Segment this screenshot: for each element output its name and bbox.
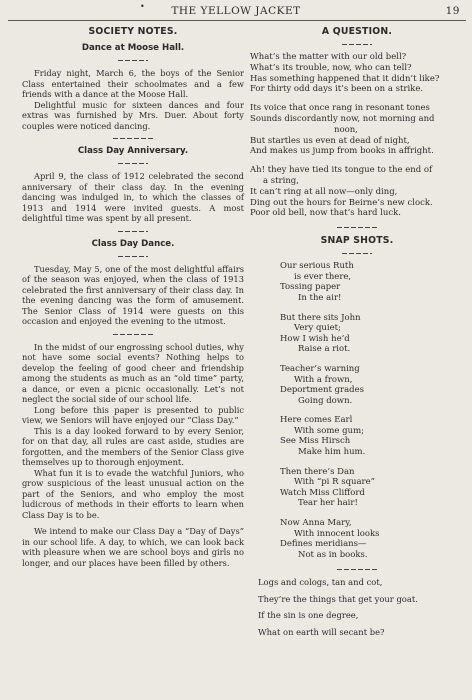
snap-line: Our serious Ruth <box>280 261 354 272</box>
poem-stanza <box>250 52 464 95</box>
divider <box>113 138 153 139</box>
essay-paragraph-2: Long before this paper is presented to public view, we Seniors will have enjoyed our “Class Day.” <box>22 404 244 425</box>
publication-title: THE YELLOW JACKET <box>171 5 301 17</box>
snap-line: Not as in books. <box>298 549 368 560</box>
snap-line: Going down. <box>298 395 353 406</box>
snap-line: With some gum; <box>294 425 365 436</box>
snap-line: Now Anna Mary, <box>280 518 352 529</box>
divider <box>118 163 148 164</box>
essay-paragraph-5: We intend to make our Class Day a “Day of Days” in our school life. A day, to which, we can look back with pleasure when we are school boys and girls no longer, and our places have been filled by others. <box>22 526 244 568</box>
divider <box>337 227 377 228</box>
divider <box>342 253 372 254</box>
poem-line: And makes us jump from books in affright. <box>250 146 434 157</box>
divider <box>337 569 377 570</box>
right-column <box>250 23 464 643</box>
snap-line: See Miss Hirsch <box>280 436 351 447</box>
divider <box>118 60 148 61</box>
poem-line: Its voice that once rang in resonant tones <box>250 103 430 114</box>
snap-line: Deportment grades <box>280 385 364 396</box>
snap-line: How I wish he’d <box>280 333 350 344</box>
snap-stanza <box>280 415 464 457</box>
closing-line: They’re the things that get your goat. <box>258 593 418 604</box>
page-number: 19 <box>445 5 460 17</box>
anniversary-paragraph: April 9, the class of 1912 celebrated the second anniversary of their class day. In the evening dancing was indulged in, to which the classes of 1913 and 1914 were invited guests. A most delightful time was spent by all present. <box>22 171 244 223</box>
snap-line: Teacher’s warning <box>280 363 360 374</box>
snap-line: But there sits John <box>280 312 361 323</box>
snap-line: Tear her hair! <box>298 498 358 509</box>
poem-line: a string, <box>263 175 299 186</box>
closing-line: Logs and cologs, tan and cot, <box>258 577 383 588</box>
snap-stanza <box>280 261 464 303</box>
question-heading: A QUESTION. <box>321 26 393 37</box>
left-column <box>22 23 244 568</box>
class-day-anniversary-heading: Class Day Anniversary. <box>77 146 189 156</box>
poem-line: Ah! they have tied its tongue to the end of <box>250 165 433 176</box>
poem-line: Has something happened that it didn’t like? <box>250 73 440 84</box>
dance-paragraph: Tuesday, May 5, one of the most delightful affairs of the season was enjoyed, when the class of 1913 celebrated the first anniversary of their class day. In the evening dancing was the form of amusement. The Senior Class of 1914 were guests on this occasion and enjoyed the evening to the utmost. <box>22 263 244 326</box>
moose-paragraph-2: Delightful music for sixteen dances and four extras was furnished by Mrs. Duer. About forty couples were noticed dancing. <box>22 99 244 131</box>
snap-line: Then there’s Dan <box>280 466 355 477</box>
class-day-dance-heading: Class Day Dance. <box>91 238 175 249</box>
poem-line: What’s its trouble, now, who can tell? <box>250 62 412 73</box>
poem-line: noon, <box>334 124 358 135</box>
snap-line: Raise a riot. <box>298 344 351 355</box>
moose-paragraph-1: Friday night, March 6, the boys of the Senior Class entertained their schoolmates and a few friends with a dance at the Moose Hall. <box>22 68 244 99</box>
poem-line: Poor old bell, now that’s hard luck. <box>250 208 401 219</box>
snap-line: is ever there, <box>294 271 352 282</box>
snap-shots-heading: SNAP SHOTS. <box>320 235 394 247</box>
divider <box>118 231 148 232</box>
poem-line: Sounds discordantly now, not morning and <box>250 113 435 124</box>
snap-line: Here comes Earl <box>280 415 353 426</box>
snap-line: With “pi R square” <box>294 477 375 488</box>
essay-paragraph-1: In the midst of our engrossing school duties, why not have some social events? Nothing helps to develop the feeling of good cheer and friendship among the students as much as an “old time” party, a dance, or even a picnic occasionally. Let’s not neglect the social side of our school life. <box>22 341 244 404</box>
essay-paragraph-3: This is a day looked forward to by every Senior, for on that day, all rules are cast aside, studies are forgotten, and the members of the Senior Class give themselves up to thorough enjoyment. <box>22 425 244 467</box>
poem-stanza <box>250 103 464 157</box>
header-mark: • <box>140 2 146 11</box>
divider <box>118 256 148 257</box>
snap-shots-poem <box>250 261 464 560</box>
question-poem <box>250 52 464 219</box>
poem-stanza <box>250 165 464 219</box>
poem-line: For thirty odd days it’s been on a strike. <box>250 84 424 95</box>
closing-verse <box>250 577 464 637</box>
snap-stanza <box>280 467 464 509</box>
snap-line: Tossing paper <box>280 282 341 293</box>
closing-line: What on earth will secant be? <box>258 626 385 637</box>
divider <box>342 44 372 45</box>
poem-line: It can’t ring at all now—only ding, <box>250 186 398 197</box>
snap-line: Watch Miss Clifford <box>280 487 365 498</box>
snap-line: With innocent looks <box>294 528 380 539</box>
snap-line: With a frown, <box>294 374 353 385</box>
poem-line: Ding out the hours for Beirne’s new clock. <box>250 197 433 208</box>
closing-line: If the sin is one degree, <box>258 610 359 621</box>
snap-line: In the air! <box>298 292 342 303</box>
essay-paragraph-4: What fun it is to evade the watchful Juniors, who grow suspicious of the least unusual action on the part of the Seniors, and who employ the most ludicrous of methods in their efforts to learn when Class Day is to be. <box>22 467 244 520</box>
society-notes-heading: SOCIETY NOTES. <box>88 26 178 37</box>
snap-stanza <box>280 518 464 560</box>
snap-stanza <box>280 364 464 406</box>
poem-line: What’s the matter with our old bell? <box>250 52 407 62</box>
snap-line: Make him hum. <box>298 447 366 458</box>
poem-line: But startles us even at dead of night, <box>250 135 410 146</box>
page-header <box>0 4 472 20</box>
header-rule <box>8 20 466 21</box>
snap-line: Defines meridians— <box>280 539 367 550</box>
moose-hall-heading: Dance at Moose Hall. <box>81 43 185 53</box>
snap-line: Very quiet; <box>294 323 341 334</box>
snap-stanza <box>280 313 464 355</box>
divider <box>113 334 153 335</box>
